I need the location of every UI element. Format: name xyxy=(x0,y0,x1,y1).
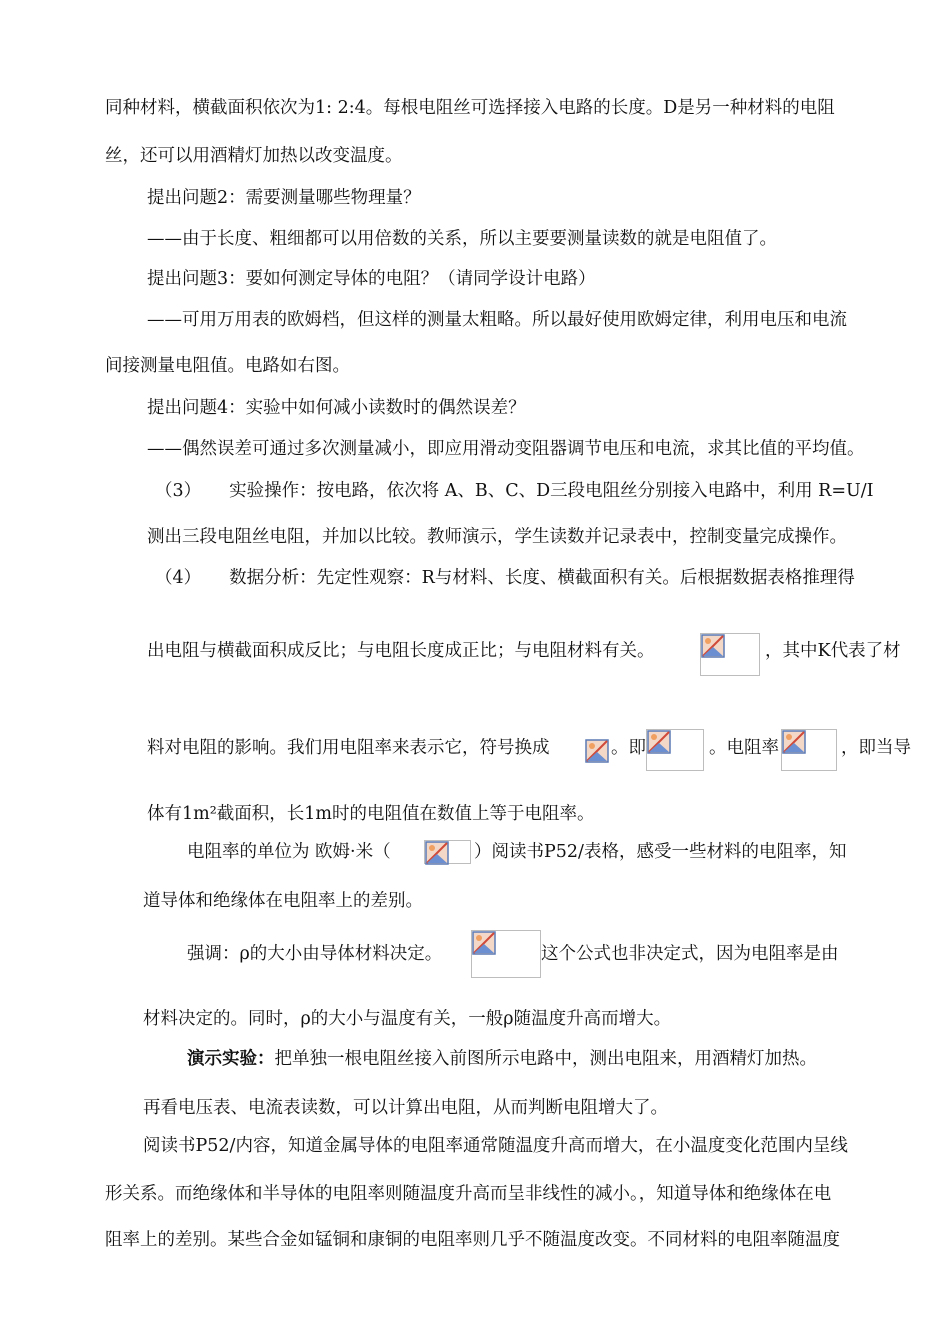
text-line: ，其中K代表了材 xyxy=(765,641,901,661)
formula-image-icon xyxy=(781,729,837,771)
text-line xyxy=(155,567,855,589)
text-line: 丝，还可以用酒精灯加热以改变温度。 xyxy=(105,146,403,166)
text-line: 提出问题4：实验中如何减小读数时的偶然误差？ xyxy=(147,398,526,418)
text-line: ——由于长度、粗细都可以用倍数的关系，所以主要要测量读数的就是电阻值了。 xyxy=(147,229,777,249)
text-line: 再看电压表、电流表读数，可以计算出电阻，从而判断电阻增大了。 xyxy=(143,1098,668,1118)
text-line: 提出问题2：需要测量哪些物理量？ xyxy=(147,188,421,208)
text-span: 实验操作：按电路，依次将 A、B、C、D三段电阻丝分别接入电路中，利用 R=U/I xyxy=(229,481,874,501)
text-line: 阅读书P52/内容，知道金属导体的电阻率通常随温度升高而增大，在小温度变化范围内呈线 xyxy=(143,1136,848,1156)
demo-heading: 演示实验： xyxy=(187,1049,275,1069)
text-line: 出电阻与横截面积成反比；与电阻长度成正比；与电阻材料有关。 xyxy=(147,641,655,661)
text-line xyxy=(155,480,874,502)
item-number: （3） xyxy=(155,481,202,501)
text-line xyxy=(187,1048,817,1070)
text-line: 这个公式也非决定式，因为电阻率是由 xyxy=(541,944,839,964)
text-span: 把单独一根电阻丝接入前图所示电路中，测出电阻来，用酒精灯加热。 xyxy=(274,1049,817,1069)
text-line: 道导体和绝缘体在电阻率上的差别。 xyxy=(143,891,423,911)
text-line: 强调：ρ的大小由导体材料决定。 xyxy=(187,944,443,964)
formula-image-icon xyxy=(700,633,760,676)
text-line: 料对电阻的影响。我们用电阻率来表示它，符号换成 xyxy=(147,738,550,758)
text-line: 。即 xyxy=(611,738,646,758)
text-line: ，即当导 xyxy=(841,738,911,758)
text-line: 间接测量电阻值。电路如右图。 xyxy=(105,356,350,376)
text-line: ——偶然误差可通过多次测量减小，即应用滑动变阻器调节电压和电流，求其比值的平均值。 xyxy=(147,439,865,459)
formula-image-icon xyxy=(471,930,541,978)
text-line: 体有1m²截面积，长1m时的电阻值在数值上等于电阻率。 xyxy=(147,804,595,824)
text-line: 材料决定的。同时，ρ的大小与温度有关，一般ρ随温度升高而增大。 xyxy=(143,1009,672,1029)
text-line: ——可用万用表的欧姆档，但这样的测量太粗略。所以最好使用欧姆定律，利用电压和电流 xyxy=(147,310,847,330)
text-span: 数据分析：先定性观察：R与材料、长度、横截面积有关。后根据数据表格推理得 xyxy=(229,568,855,588)
text-line: 电阻率的单位为 欧姆·米（ xyxy=(187,842,391,862)
unit-image-icon xyxy=(424,840,471,864)
rho-symbol-icon xyxy=(585,739,609,763)
text-line: 。电阻率 xyxy=(709,738,779,758)
text-line: 形关系。而绝缘体和半导体的电阻率则随温度升高而呈非线性的减小。，知道导体和绝缘体在电 xyxy=(105,1184,832,1204)
text-line: ）阅读书P52/表格，感受一些材料的电阻率，知 xyxy=(474,842,847,862)
text-line: 阻率上的差别。某些合金如锰铜和康铜的电阻率则几乎不随温度改变。不同材料的电阻率随温度 xyxy=(105,1230,840,1250)
item-number: （4） xyxy=(155,568,202,588)
text-line: 测出三段电阻丝电阻，并加以比较。教师演示，学生读数并记录表中，控制变量完成操作。 xyxy=(147,527,847,547)
text-line: 提出问题3：要如何测定导体的电阻？（请同学设计电路） xyxy=(147,269,596,289)
formula-image-icon xyxy=(646,729,704,771)
text-line: 同种材料，横截面积依次为1: 2:4。每根电阻丝可选择接入电路的长度。D是另一种材料的电阻 xyxy=(105,98,835,118)
